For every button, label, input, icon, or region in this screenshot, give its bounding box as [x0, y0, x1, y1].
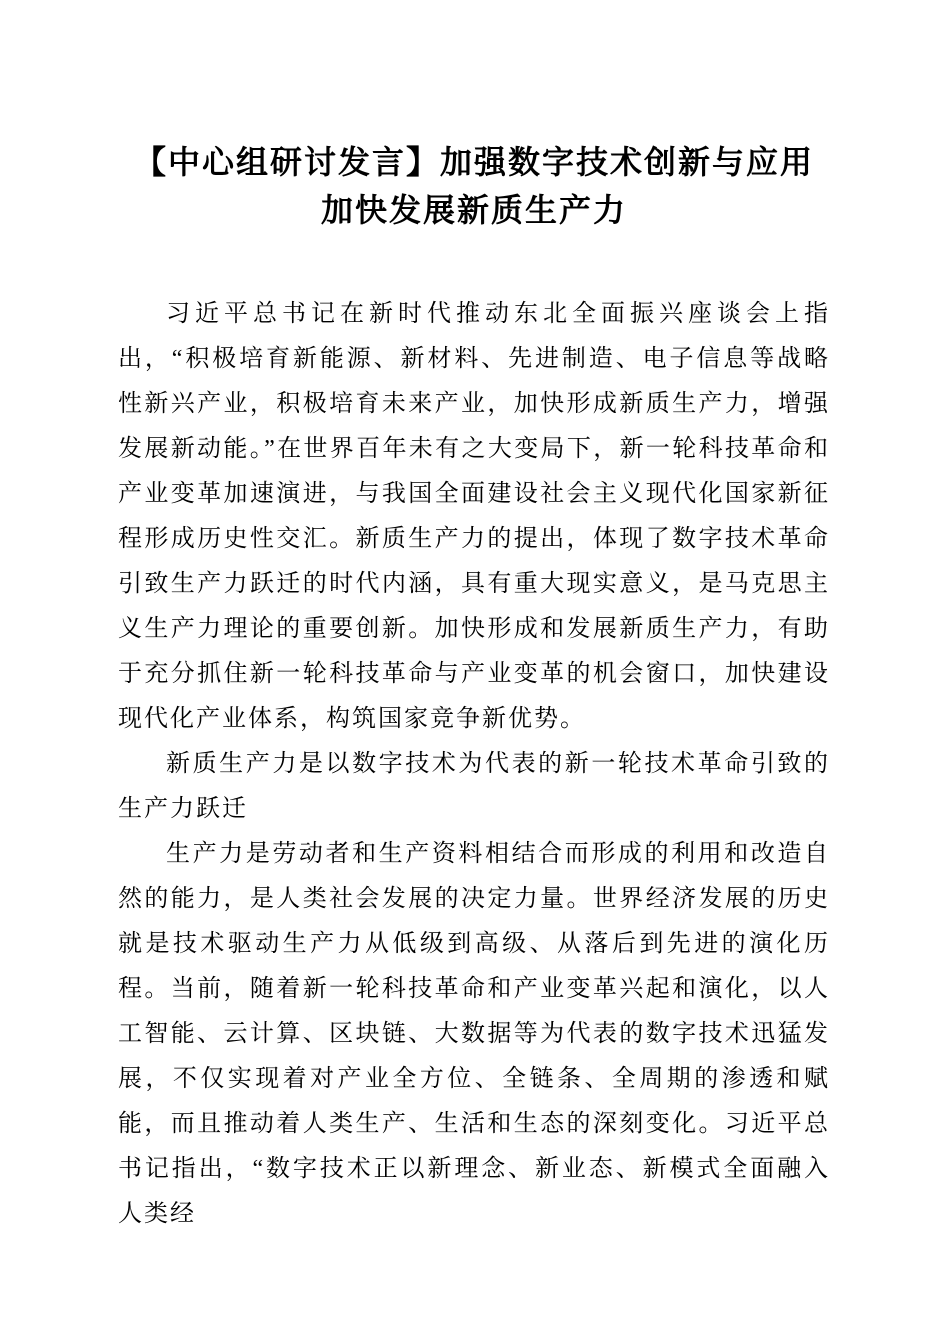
paragraph-section-heading: 新质生产力是以数字技术为代表的新一轮技术革命引致的生产力跃迁: [118, 751, 830, 822]
paragraph-body: 生产力是劳动者和生产资料相结合而形成的利用和改造自然的能力，是人类社会发展的决定力量。世界经济发展的历史就是技术驱动生产力从低级到高级、从落后到先进的演化历程。当前，随着新一轮科技革命和产业变革兴起和演化，以人工智能、云计算、区块链、大数据等为代表的数字技术迅猛发展，不仅实现着对产业全方位、全链条、全周期的渗透和赋能，而且推动着人类生产、生活和生态的深刻变化。习近平总书记指出，“数字技术正以新理念、新业态、新模式全面融入人类经: [118, 841, 830, 1227]
document-title-line-1: 【中心组研讨发言】加强数字技术创新与应用: [133, 144, 814, 180]
document-title-line-2: 加快发展新质生产力: [320, 192, 627, 228]
document-title: [118, 138, 830, 234]
paragraph-intro: 习近平总书记在新时代推动东北全面振兴座谈会上指出，“积极培育新能源、新材料、先进制造、电子信息等战略性新兴产业，积极培育未来产业，加快形成新质生产力，增强发展新动能。”在世界百年未有之大变局下，新一轮科技革命和产业变革加速演进，与我国全面建设社会主义现代化国家新征程形成历史性交汇。新质生产力的提出，体现了数字技术革命引致生产力跃迁的时代内涵，具有重大现实意义，是马克思主义生产力理论的重要创新。加快形成和发展新质生产力，有助于充分抓住新一轮科技革命与产业变革的机会窗口，加快建设现代化产业体系，构筑国家竞争新优势。: [118, 301, 830, 732]
